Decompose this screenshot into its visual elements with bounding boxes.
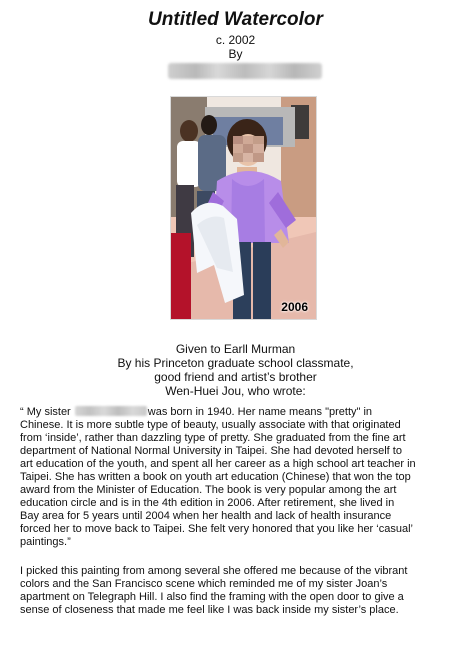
quote-paragraph-1	[20, 406, 458, 549]
quote-line-3: from ‘inside’, rather than dazzling type of pretty. She graduated from the fine art	[20, 432, 406, 444]
gift-line-4: Wen-Huei Jou, who wrote:	[165, 384, 306, 398]
quote-line-5: art education of the youth, and spent all her career as a high school art teacher in	[20, 458, 416, 470]
quote-line-1-start: “ My sister	[20, 406, 74, 418]
p2-line-1: I picked this painting from among several she offered me because of the vibrant	[20, 565, 408, 577]
gift-line-3: good friend and artist’s brother	[154, 370, 317, 384]
gift-line-1: Given to Earll Murman	[175, 342, 296, 356]
p2-line-4: sense of closeness that made me feel like I was back inside my sister’s place.	[20, 604, 399, 616]
quote-line-7: award from the Minister of Education. The book is very popular among the art	[20, 484, 397, 496]
quote-paragraph-2	[20, 565, 458, 617]
quote-line-1	[20, 406, 458, 419]
artist-photo-image	[171, 97, 316, 319]
p2-line-2: colors and the San Francisco scene which reminded me of my sister Joan’s	[20, 578, 388, 590]
p2-line-3: apartment on Telegraph Hill. I also find the framing with the open door to give a	[20, 591, 404, 603]
quote-line-8: education circle and is in the 4th edition in 2006. After retirement, she lived in	[20, 497, 395, 509]
quote-line-11: paintings.”	[20, 536, 71, 548]
gift-info	[0, 342, 471, 398]
photo-year-label: 2006	[281, 300, 308, 314]
creation-date: c. 2002	[215, 33, 256, 47]
by-label: By	[228, 47, 243, 61]
quote-line-4: department of National Normal University in Taipei. She had devoted herself to	[20, 445, 402, 457]
quote-line-9: Bay area for 5 years until 2004 when her health and lack of health insurance	[20, 510, 392, 522]
document-title: Untitled Watercolor	[148, 9, 323, 30]
redacted-artist-name	[168, 63, 322, 79]
quote-line-2: Chinese. It is more subtle type of beauty, usually associate with that originated	[20, 419, 401, 431]
gift-line-2: By his Princeton graduate school classmate,	[117, 356, 354, 370]
quote-line-1-end: was born in 1940. Her name means "pretty" in	[147, 406, 373, 418]
artist-photo	[170, 96, 317, 320]
redacted-sister-name	[75, 406, 147, 416]
quote-line-6: Taipei. She has written a book on youth art education (Chinese) that won the top	[20, 471, 411, 483]
quote-line-10: forced her to move back to Taipei. She felt very honored that you like her ‘casual’	[20, 523, 413, 535]
